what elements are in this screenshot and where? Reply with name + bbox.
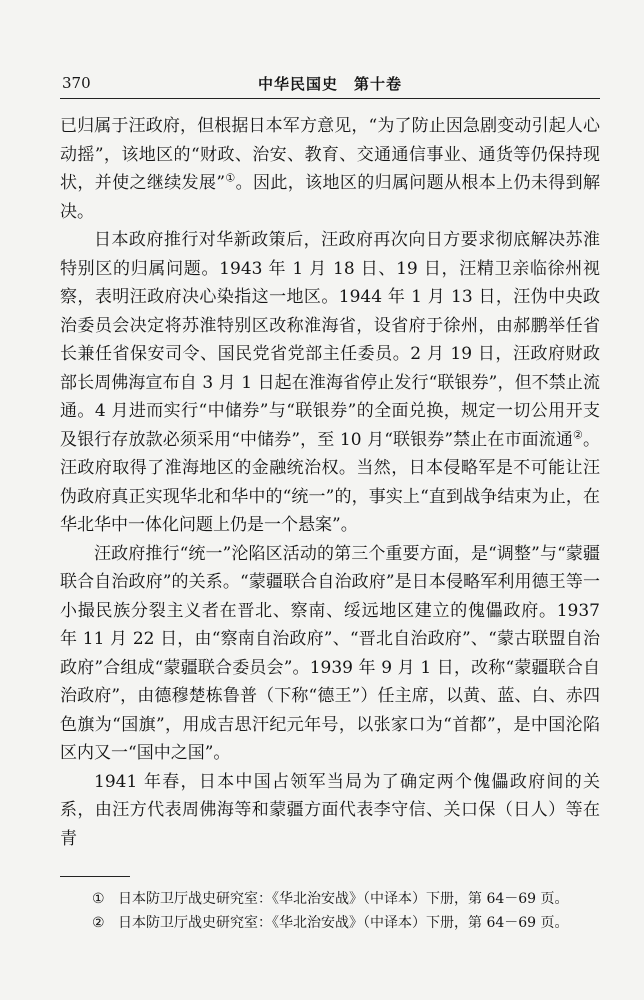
footnote-2 bbox=[92, 911, 600, 935]
paragraph-1-text-after: 。因此，该地区的归属问题从根本上仍未得到解决。 bbox=[60, 173, 600, 222]
footnote-1-text: 日本防卫厅战史研究室：《华北治安战》（中译本）下册，第 64－69 页。 bbox=[118, 891, 569, 907]
page-header bbox=[60, 72, 600, 99]
footnote-2-mark: ② bbox=[92, 915, 105, 931]
footnote-2-text: 日本防卫厅战史研究室：《华北治安战》（中译本）下册，第 64－69 页。 bbox=[118, 915, 569, 931]
footnote-divider bbox=[60, 876, 130, 877]
running-title: 中华民国史 第十卷 bbox=[257, 75, 402, 93]
page-number: 370 bbox=[62, 74, 91, 92]
paragraph-2 bbox=[60, 226, 600, 540]
paragraph-3: 汪政府推行“统一”沦陷区活动的第三个重要方面，是“调整”与“蒙疆联合自治政府”的关系。“蒙疆联合自治政府”是日本侵略军利用德王等一小撮民族分裂主义者在晋北、察南、绥远地区建立的傀儡政府。1937 年 11 月 22 日，由“察南自治政府”、“晋北自治政府”、“蒙古联盟自治政府”合组成“蒙疆联合委员会”。1939 年 9 月 1 日，改称“蒙疆联合自治政府”，由德穆楚栋鲁普（下称“德王”）任主席，以黄、蓝、白、赤四色旗为“国旗”，用成吉思汗纪元年号，以张家口为“首都”，是中国沦陷区内又一“国中之国”。 bbox=[60, 543, 600, 763]
paragraph-1-text: 已归属于汪政府，但根据日本军方意见，“为了防止因急剧变动引起人心动摇”，该地区的“财政、治安、教育、交通通信事业、通货等仍保持现状，并使之继续发展” bbox=[60, 116, 600, 193]
footnote-ref-1[interactable]: ① bbox=[225, 171, 236, 185]
paragraph-4: 1941 年春，日本中国占领军当局为了确定两个傀儡政府间的关系，由汪方代表周佛海等和蒙疆方面代表李守信、关口保（日人）等在青 bbox=[60, 771, 600, 849]
footnote-1-mark: ① bbox=[92, 891, 105, 907]
footnotes bbox=[92, 887, 600, 935]
paragraph-2-text: 日本政府推行对华新政策后，汪政府再次向日方要求彻底解决苏淮特别区的归属问题。1943 年 1 月 18 日、19 日，汪精卫亲临徐州视察，表明汪政府决心染指这一地区。1944 年 1 月 13 日，汪伪中央政治委员会决定将苏淮特别区改称淮海省，设省府于徐州，由郝鹏举任省长兼任省保安司令、国民党省党部主任委员。2 月 19 日，汪政府财政部长周佛海宣布自 3 月 1 日起在淮海省停止发行“联银券”，但不禁止流通。4 月进而实行“中储券”与“联银券”的全面兑换，规定一切公用开支及银行存放款必须采用“中储券”，至 10 月“联银券”禁止在市面流通 bbox=[60, 230, 600, 450]
body-text bbox=[60, 112, 600, 853]
paragraph-1 bbox=[60, 112, 600, 226]
footnote-1 bbox=[92, 887, 600, 911]
paragraph-2-text-after: 。汪政府取得了淮海地区的金融统治权。当然，日本侵略军是不可能让汪伪政府真正实现华北和华中的“统一”的，事实上“直到战争结束为止，在华北华中一体化问题上仍是一个悬案”。 bbox=[60, 429, 600, 535]
footnote-ref-2[interactable]: ② bbox=[573, 427, 583, 441]
